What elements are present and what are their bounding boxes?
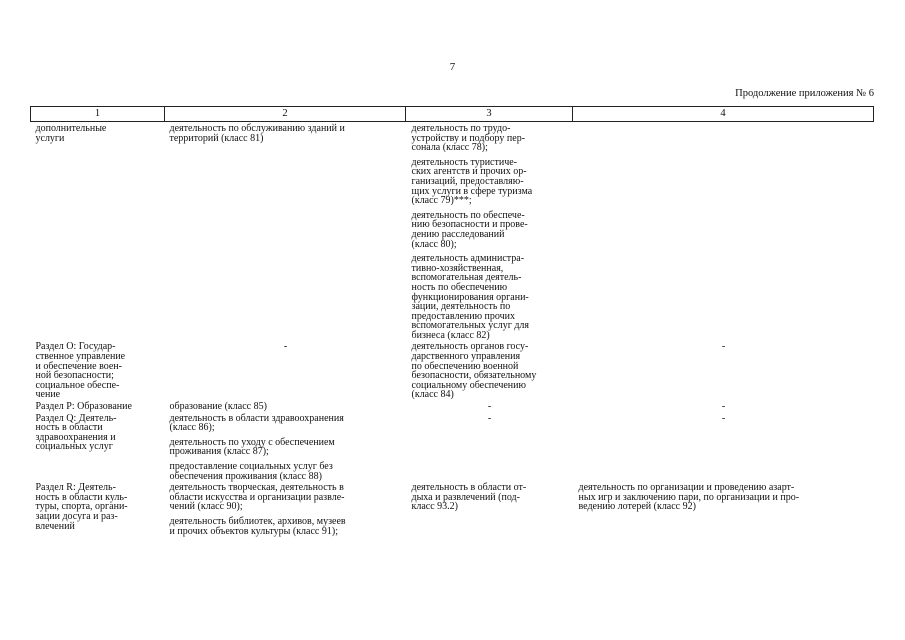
text-line: деятельность в области от-: [411, 482, 527, 494]
column-number-header-row: [31, 107, 874, 122]
classes-cell-col3: [406, 122, 573, 341]
text-line: деятельность в области здравоохранения: [169, 412, 344, 424]
classes-cell-col2: [165, 122, 406, 341]
text-line: ность в области куль-: [35, 491, 128, 503]
text-line: предоставлению прочих: [411, 310, 516, 322]
table-row-section-q: [31, 412, 874, 482]
text-line: деятельность библиотек, архивов, музеев: [169, 515, 346, 527]
text-line: чений (класс 90);: [169, 501, 243, 513]
text-line: предоставление социальных услуг без: [169, 461, 333, 472]
text-line: проживания (класс 87);: [169, 446, 269, 458]
text-line: устройству и подбору пер-: [411, 132, 526, 144]
section-cell: [31, 412, 165, 482]
activity-paragraph: [412, 124, 569, 153]
text-line: чение: [35, 389, 61, 401]
text-line: деятельность туристиче-: [411, 156, 518, 168]
text-line: Раздел R: Деятель-: [35, 482, 116, 494]
text-line: (класс 79)***;: [411, 195, 472, 207]
text-line: безопасности, обязательному: [411, 370, 537, 382]
dash-cell: -: [283, 341, 288, 353]
text-line: щих услуги в сфере туризма: [411, 185, 533, 197]
text-line: (класс 84): [411, 389, 454, 401]
classes-cell-col2: [165, 400, 406, 412]
appendix-continuation-caption: Продолжение приложения № 6: [735, 88, 874, 99]
text-line: дению расследований: [411, 228, 505, 240]
text-line: дополнительные: [35, 123, 107, 134]
page-number: 7: [449, 61, 456, 73]
text-line: ведению лотерей (класс 92): [578, 501, 696, 513]
text-line: ганизаций, предоставляю-: [411, 175, 524, 187]
table-row-section-o: [31, 340, 874, 400]
text-line: социальному обеспечению: [411, 379, 526, 391]
text-line: Раздел O: Государ-: [35, 341, 116, 353]
text-line: деятельность по обслуживанию зданий и: [169, 123, 345, 134]
text-line: Раздел P: Образование: [35, 401, 132, 413]
column-header-3: 3: [406, 107, 573, 122]
text-line: ских агентств и прочих ор-: [411, 166, 527, 178]
activity-paragraph: [170, 124, 402, 143]
text-line: вспомогательная деятель-: [411, 272, 522, 284]
text-line: области искусства и организации развле-: [169, 491, 345, 503]
section-cell: [31, 122, 165, 341]
text-line: деятельность творческая, деятельность в: [169, 482, 344, 494]
classes-cell-col4: [573, 122, 874, 341]
activity-paragraph: [412, 254, 569, 340]
text-line: ность в области: [35, 422, 103, 434]
text-line: социальное обеспе-: [35, 379, 120, 391]
classes-cell-col2: [165, 412, 406, 482]
text-line: класс 93.2): [411, 501, 458, 513]
text-line: и прочих объектов культуры (класс 91);: [169, 525, 338, 537]
text-line: (класс 80);: [411, 238, 457, 250]
activity-paragraph: [170, 462, 402, 481]
classes-cell-col3: [406, 340, 573, 400]
text-line: деятельность администра-: [411, 253, 525, 265]
text-line: деятельность органов госу-: [411, 341, 529, 353]
text-line: сонала (класс 78);: [411, 142, 488, 154]
text-line: (класс 86);: [169, 422, 215, 434]
column-header-1: 1: [31, 107, 165, 122]
dash-cell: -: [721, 412, 726, 424]
column-header-2: 2: [165, 107, 406, 122]
text-line: бизнеса (класс 82): [411, 329, 490, 341]
text-line: деятельность по организации и проведению азарт-: [578, 482, 795, 494]
activity-paragraph: [412, 158, 569, 206]
text-line: дыха и развлечений (под-: [411, 491, 520, 503]
classes-cell-col4: [573, 481, 874, 536]
text-line: ственное управление: [35, 351, 126, 363]
text-line: здравоохранения и: [35, 431, 116, 443]
text-line: дарственного управления: [411, 351, 521, 363]
text-line: обеспечения проживания (класс 88): [169, 470, 322, 482]
text-line: тивно-хозяйственная,: [411, 262, 504, 274]
text-line: ной безопасности;: [35, 370, 114, 382]
text-line: нию безопасности и прове-: [411, 219, 528, 231]
text-line: и обеспечение воен-: [35, 360, 122, 372]
section-cell: [31, 400, 165, 412]
text-line: деятельность по уходу с обеспечением: [169, 436, 335, 448]
dash-cell: -: [487, 401, 492, 413]
text-line: деятельность по трудо-: [411, 123, 511, 134]
dash-cell: -: [487, 412, 492, 424]
table-row-additional-services: [31, 122, 874, 341]
text-line: влечений: [35, 520, 75, 532]
dash-cell: -: [721, 341, 726, 353]
text-line: образование (класс 85): [169, 401, 267, 413]
section-cell: [31, 481, 165, 536]
text-line: Раздел Q: Деятель-: [35, 412, 117, 424]
classification-table: [30, 106, 874, 536]
text-line: социальных услуг: [35, 441, 113, 453]
classes-cell-col2: [165, 481, 406, 536]
table-row-section-p: [31, 400, 874, 412]
table-row-section-r: [31, 481, 874, 536]
column-header-4: 4: [573, 107, 874, 122]
activity-paragraph: [170, 517, 402, 536]
text-line: территорий (класс 81): [169, 132, 264, 144]
activity-paragraph: [170, 414, 402, 433]
text-line: функционирования органи-: [411, 291, 529, 303]
section-cell: [31, 340, 165, 400]
text-line: услуги: [35, 132, 65, 144]
text-line: по обеспечению военной: [411, 360, 519, 372]
text-line: зации, деятельность по: [411, 301, 511, 313]
text-line: ных игр и заключению пари, по организации и про-: [578, 491, 800, 503]
activity-paragraph: [170, 483, 402, 512]
text-line: вспомогательных услуг для: [411, 320, 530, 332]
text-line: ность по обеспечению: [411, 281, 508, 293]
classes-cell-col3: [406, 481, 573, 536]
text-line: туры, спорта, органи-: [35, 501, 128, 513]
activity-paragraph: [170, 438, 402, 457]
dash-cell: -: [721, 401, 726, 413]
text-line: деятельность по обеспече-: [411, 209, 525, 221]
activity-paragraph: [412, 211, 569, 249]
text-line: зации досуга и раз-: [35, 510, 118, 522]
